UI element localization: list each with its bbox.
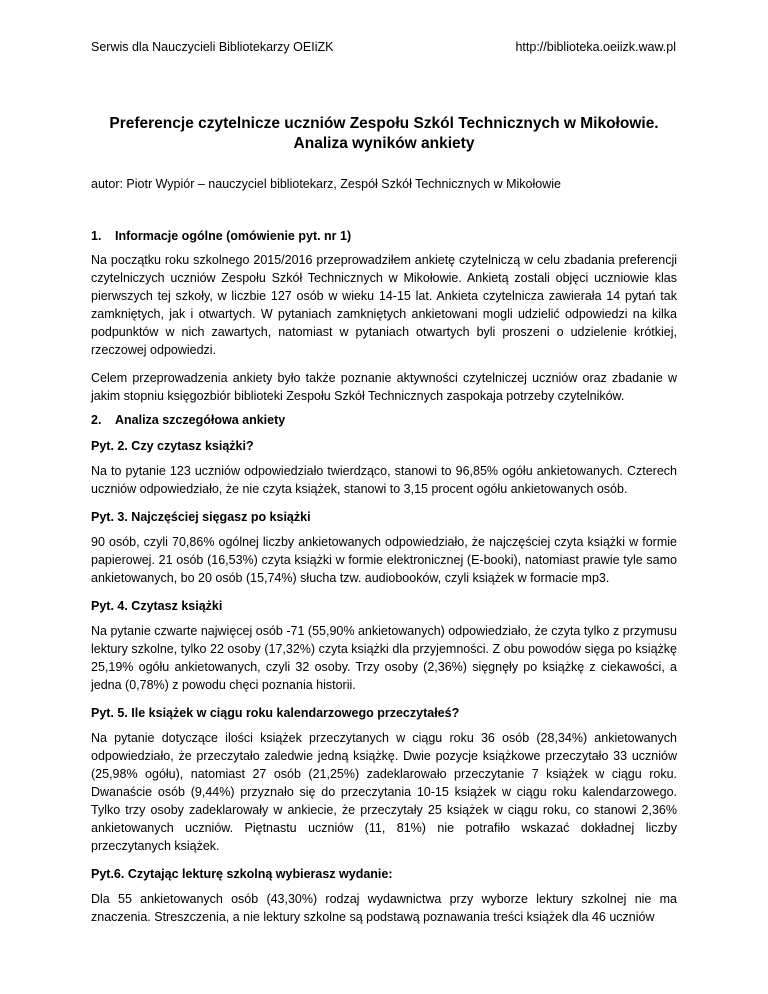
question-5-answer: Na pytanie dotyczące ilości książek przeczytanych w ciągu roku 36 osób (28,34%) ankietowanych odpowiedziało, że przeczytało zaledwie jedną książkę. Dwie pozycje książkowe przeczytało 33 uczniów (25,98% ogółu), natomiast 27 osób (21,25%) zadeklarowało przeczytanie 7 książek w ciągu roku. Dwanaście osób (9,44%) przyznało się do przeczytania 10-15 książek w ciągu roku kalendarzowego. Tylko trzy osoby zadeklarowały w ankiecie, że przeczytały 25 książek w ciągu roku, co stanowi 2,36% ankietowanych uczniów. Piętnastu uczniów (11, 81%) nie potrafiło wskazać dokładnej liczby przeczytanych książek. <box>91 731 677 853</box>
section-2-title: Analiza szczegółowa ankiety <box>115 413 286 427</box>
question-4-answer: Na pytanie czwarte najwięcej osób -71 (55,90% ankietowanych) odpowiedziało, że czyta tylko z przymusu lektury szkolne, tylko 22 osoby (17,32%) czyta książki dla przyjemności. Z obu powodów sięga po książkę 25,19% ogółu ankietowanych, czyli 32 osoby. Trzy osoby (2,36%) sięgnęły po książkę z ciekawości, a jedna (0,78%) z powodu chęci poznania historii. <box>91 624 677 692</box>
question-2-answer: Na to pytanie 123 uczniów odpowiedziało twierdząco, stanowi to 96,85% ogółu ankietowanych. Czterech uczniów odpowiedziało, że nie czyta książek, stanowi to 3,15 procent ogółu ankietowanych osób. <box>91 464 677 496</box>
question-5-heading: Pyt. 5. Ile książek w ciągu roku kalendarzowego przeczytałeś? <box>91 706 460 720</box>
section-1-title: Informacje ogólne (omówienie pyt. nr 1) <box>115 229 352 243</box>
section-1-heading <box>91 229 677 243</box>
question-4-heading: Pyt. 4. Czytasz książki <box>91 599 223 613</box>
question-2-heading: Pyt. 2. Czy czytasz książki? <box>91 439 254 453</box>
question-3-heading: Pyt. 3. Najczęściej sięgasz po książki <box>91 510 311 524</box>
document-title <box>91 114 677 154</box>
title-line-2: Analiza wyników ankiety <box>293 135 475 152</box>
section-2-heading <box>91 413 677 427</box>
section-1-number: 1. <box>91 229 102 243</box>
document-content <box>91 114 677 926</box>
question-3-answer: 90 osób, czyli 70,86% ogólnej liczby ankietowanych odpowiedziało, że najczęściej czyta książki w formie papierowej. 21 osób (16,53%) czyta książki w formie elektronicznej (E-booki), natomiast prawie tyle samo ankietowanych, bo 20 osób (15,74%) słucha tzw. audiobooków, czyli książek w formacie mp3. <box>91 535 677 585</box>
page-header-left: Serwis dla Nauczycieli Bibliotekarzy OEIiZK <box>91 40 334 54</box>
section-1-paragraph-1: Na początku roku szkolnego 2015/2016 przeprowadziłem ankietę czytelniczą w celu zbadania preferencji czytelniczych uczniów Zespołu Szkół Technicznych w Mikołowie. Ankietą zostali objęci uczniowie klas pierwszych tej szkoły, w liczbie 127 osób w wieku 14-15 lat. Ankieta czytelnicza zawierała 14 pytań tak zamkniętych, jak i otwartych. W pytaniach zamkniętych ankietowani mogli udzielić odpowiedzi na kilka podpunktów w nich zawartych, natomiast w pytaniach otwartych byli proszeni o udzielenie krótkiej, rzeczowej odpowiedzi. <box>91 253 677 357</box>
page-header-right: http://biblioteka.oeiizk.waw.pl <box>515 40 676 54</box>
section-1-paragraph-2: Celem przeprowadzenia ankiety było także poznanie aktywności czytelniczej uczniów oraz zbadanie w jakim stopniu księgozbiór biblioteki Zespołu Szkół Technicznych zaspokaja potrzeby czytelników. <box>91 371 677 403</box>
author-line: autor: Piotr Wypiór – nauczyciel bibliotekarz, Zespół Szkół Technicznych w Mikołowie <box>91 177 561 191</box>
title-line-1: Preferencje czytelnicze uczniów Zespołu Szkól Technicznych w Mikołowie. <box>109 115 659 132</box>
question-6-answer: Dla 55 ankietowanych osób (43,30%) rodzaj wydawnictwa przy wyborze lektury szkolnej nie ma znaczenia. Streszczenia, a nie lektury szkolne są podstawą poznawania treści książek dla 46 uczniów <box>91 892 677 924</box>
section-2-number: 2. <box>91 413 102 427</box>
question-6-heading: Pyt.6. Czytając lekturę szkolną wybierasz wydanie: <box>91 867 393 881</box>
